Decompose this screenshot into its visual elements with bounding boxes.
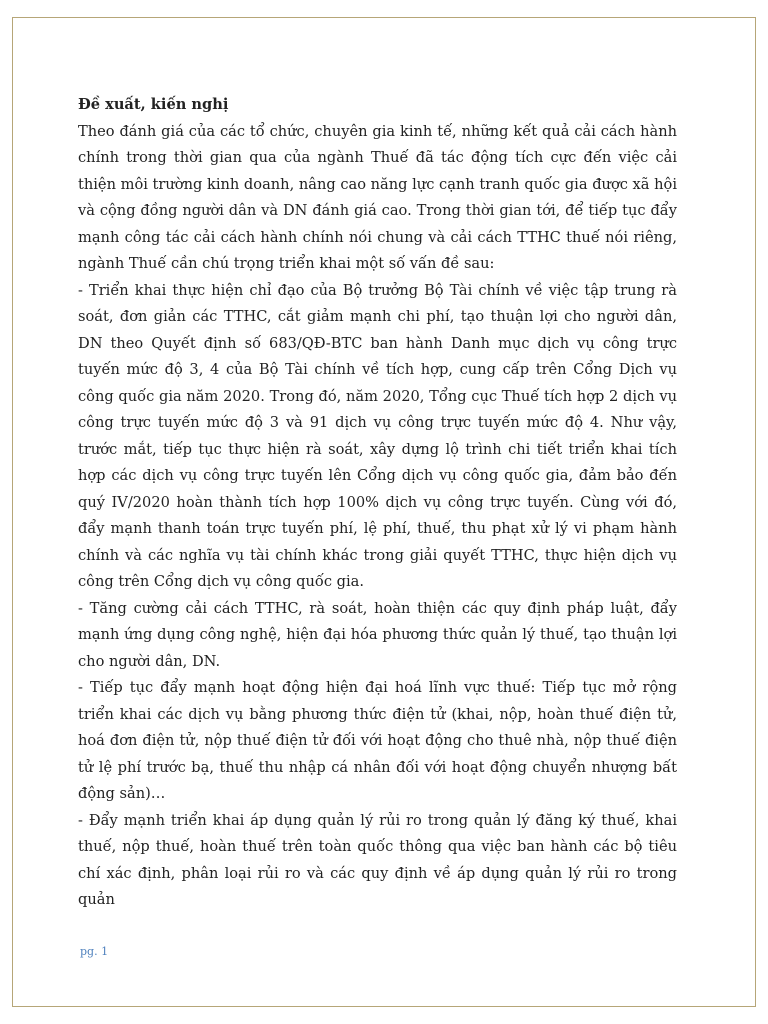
section-heading: Đề xuất, kiến nghị xyxy=(78,96,229,113)
paragraph-bullet-2: - Tăng cường cải cách TTHC, rà soát, hoàn thiện các quy định pháp luật, đẩy mạnh ứng dụng công nghệ, hiện đại hóa phương thức quản lý thuế, tạo thuận lợi cho người dân, DN. xyxy=(78,599,677,670)
page-number: pg. 1 xyxy=(80,945,109,958)
paragraph-bullet-3: - Tiếp tục đẩy mạnh hoạt động hiện đại hoá lĩnh vực thuế: Tiếp tục mở rộng triển khai các dịch vụ bằng phương thức điện tử (khai, nộp, hoàn thuế điện tử, hoá đơn điện tử, nộp thuế điện tử đối với hoạt động cho thuê nhà, nộp thuế điện tử lệ phí trước bạ, thuế thu nhập cá nhân đối với hoạt động chuyển nhượng bất động sản)… xyxy=(78,679,677,802)
paragraph-bullet-4: - Đẩy mạnh triển khai áp dụng quản lý rủi ro trong quản lý đăng ký thuế, khai thuế, nộp thuế, hoàn thuế trên toàn quốc thông qua việc ban hành các bộ tiêu chí xác định, phân loại rủi ro và các quy định về áp dụng quản lý rủi ro trong quản xyxy=(78,811,677,908)
document-body xyxy=(78,92,677,914)
paragraph-intro: Theo đánh giá của các tổ chức, chuyên gia kinh tế, những kết quả cải cách hành chính trong thời gian qua của ngành Thuế đã tác động tích cực đến việc cải thiện môi trường kinh doanh, nâng cao năng lực cạnh tranh quốc gia được xã hội và cộng đồng người dân và DN đánh giá cao. Trong thời gian tới, để tiếp tục đẩy mạnh công tác cải cách hành chính nói chung và cải cách TTHC thuế nói riêng, ngành Thuế cần chú trọng triển khai một số vấn đề sau: xyxy=(78,122,677,272)
paragraph-bullet-1: - Triển khai thực hiện chỉ đạo của Bộ trưởng Bộ Tài chính về việc tập trung rà soát, đơn giản các TTHC, cắt giảm mạnh chi phí, tạo thuận lợi cho người dân, DN theo Quyết định số 683/QĐ-BTC ban hành Danh mục dịch vụ công trực tuyến mức độ 3, 4 của Bộ Tài chính về tích hợp, cung cấp trên Cổng Dịch vụ công quốc gia năm 2020. Trong đó, năm 2020, Tổng cục Thuế tích hợp 2 dịch vụ công trực tuyến mức độ 3 và 91 dịch vụ công trực tuyến mức độ 4. Như vậy, trước mắt, tiếp tục thực hiện rà soát, xây dựng lộ trình chi tiết triển khai tích hợp các dịch vụ công trực tuyến lên Cổng dịch vụ công quốc gia, đảm bảo đến quý IV/2020 hoàn thành tích hợp 100% dịch vụ công trực tuyến. Cùng với đó, đẩy mạnh thanh toán trực tuyến phí, lệ phí, thuế, thu phạt xử lý vi phạm hành chính và các nghĩa vụ tài chính khác trong giải quyết TTHC, thực hiện dịch vụ công trên Cổng dịch vụ công quốc gia. xyxy=(78,281,677,590)
